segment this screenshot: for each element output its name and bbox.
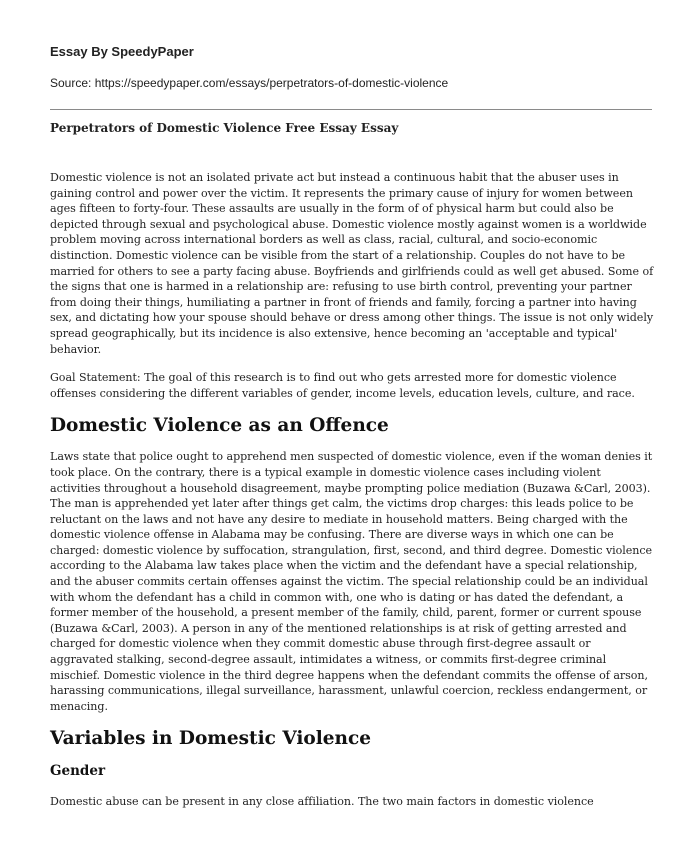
section-heading-variables: Variables in Domestic Violence	[50, 728, 372, 750]
subsection-heading-gender: Gender	[50, 763, 106, 780]
intro-paragraph: Domestic violence is not an isolated private act but instead a continuous habit that the abuser uses in gaining control and power over the victim. It represents the primary cause of injury for women between ages fifteen to forty-four. These assaults are usually in the form of of physical harm but could also be depicted through sexual and psychological abuse. Domestic violence mostly against women is a worldwide problem moving across international borders as well as class, racial, cultural, and socio-economic distinction. Domestic violence can be visible from the start of a relationship. Couples do not have to be married for others to see a party facing abuse. Boyfriends and girlfriends could as well get abused. Some of the signs that one is harmed in a relationship are: refusing to use birth control, preventing your partner from doing their things, humiliating a partner in front of friends and family, forcing a partner into having sex, and dictating how your spouse should behave or dress among other things. The issue is not only widely spread geographically, but its incidence is also extensive, hence becoming an 'acceptable and typical' behavior.	[50, 171, 654, 356]
offence-paragraph: Laws state that police ought to apprehend men suspected of domestic violence, even if the woman denies it took place. On the contrary, there is a typical example in domestic violence cases including violent activities throughout a household disagreement, maybe prompting police mediation (Buzawa &Carl, 2003). The man is apprehended yet later after things get calm, the victims drop charges: this leads police to be reluctant on the laws and not have any desire to mediate in household matters. Being charged with the domestic violence offense in Alabama may be confusing. There are diverse ways in which one can be charged: domestic violence by suffocation, strangulation, first, second, and third degree. Domestic violence according to the Alabama law takes place when the victim and the defendant have a special relationship, and the abuser commits certain offenses against the victim. The special relationship could be an individual with whom the defendant has a child in common with, one who is dating or has dated the defendant, a former member of the household, a present member of the family, child, parent, former or current spouse (Buzawa &Carl, 2003). A person in any of the mentioned relationships is at risk of getting arrested and charged for domestic violence when they commit domestic abuse through first-degree assault or aggravated stalking, second-degree assault, intimidates a witness, or commits first-degree criminal mischief. Domestic violence in the third degree happens when the defendant commits the offense of arson, harassing communications, illegal surveillance, harassment, unlawful coercion, reckless endangerment, or menacing.	[50, 450, 653, 713]
gender-paragraph: Domestic abuse can be present in any close affiliation. The two main factors in domestic violence	[50, 795, 594, 809]
goal-statement: Goal Statement: The goal of this research is to find out who gets arrested more for domestic violence offenses considering the different variables of gender, income levels, education levels, culture, and race.	[50, 371, 635, 400]
section-heading-offence: Domestic Violence as an Offence	[50, 415, 389, 437]
brand-title: Essay By SpeedyPaper	[50, 44, 194, 59]
header-divider	[50, 109, 652, 110]
essay-title: Perpetrators of Domestic Violence Free Essay Essay	[50, 121, 399, 135]
essay-body	[50, 170, 654, 823]
source-line: Source: https://speedypaper.com/essays/perpetrators-of-domestic-violence	[50, 76, 449, 90]
